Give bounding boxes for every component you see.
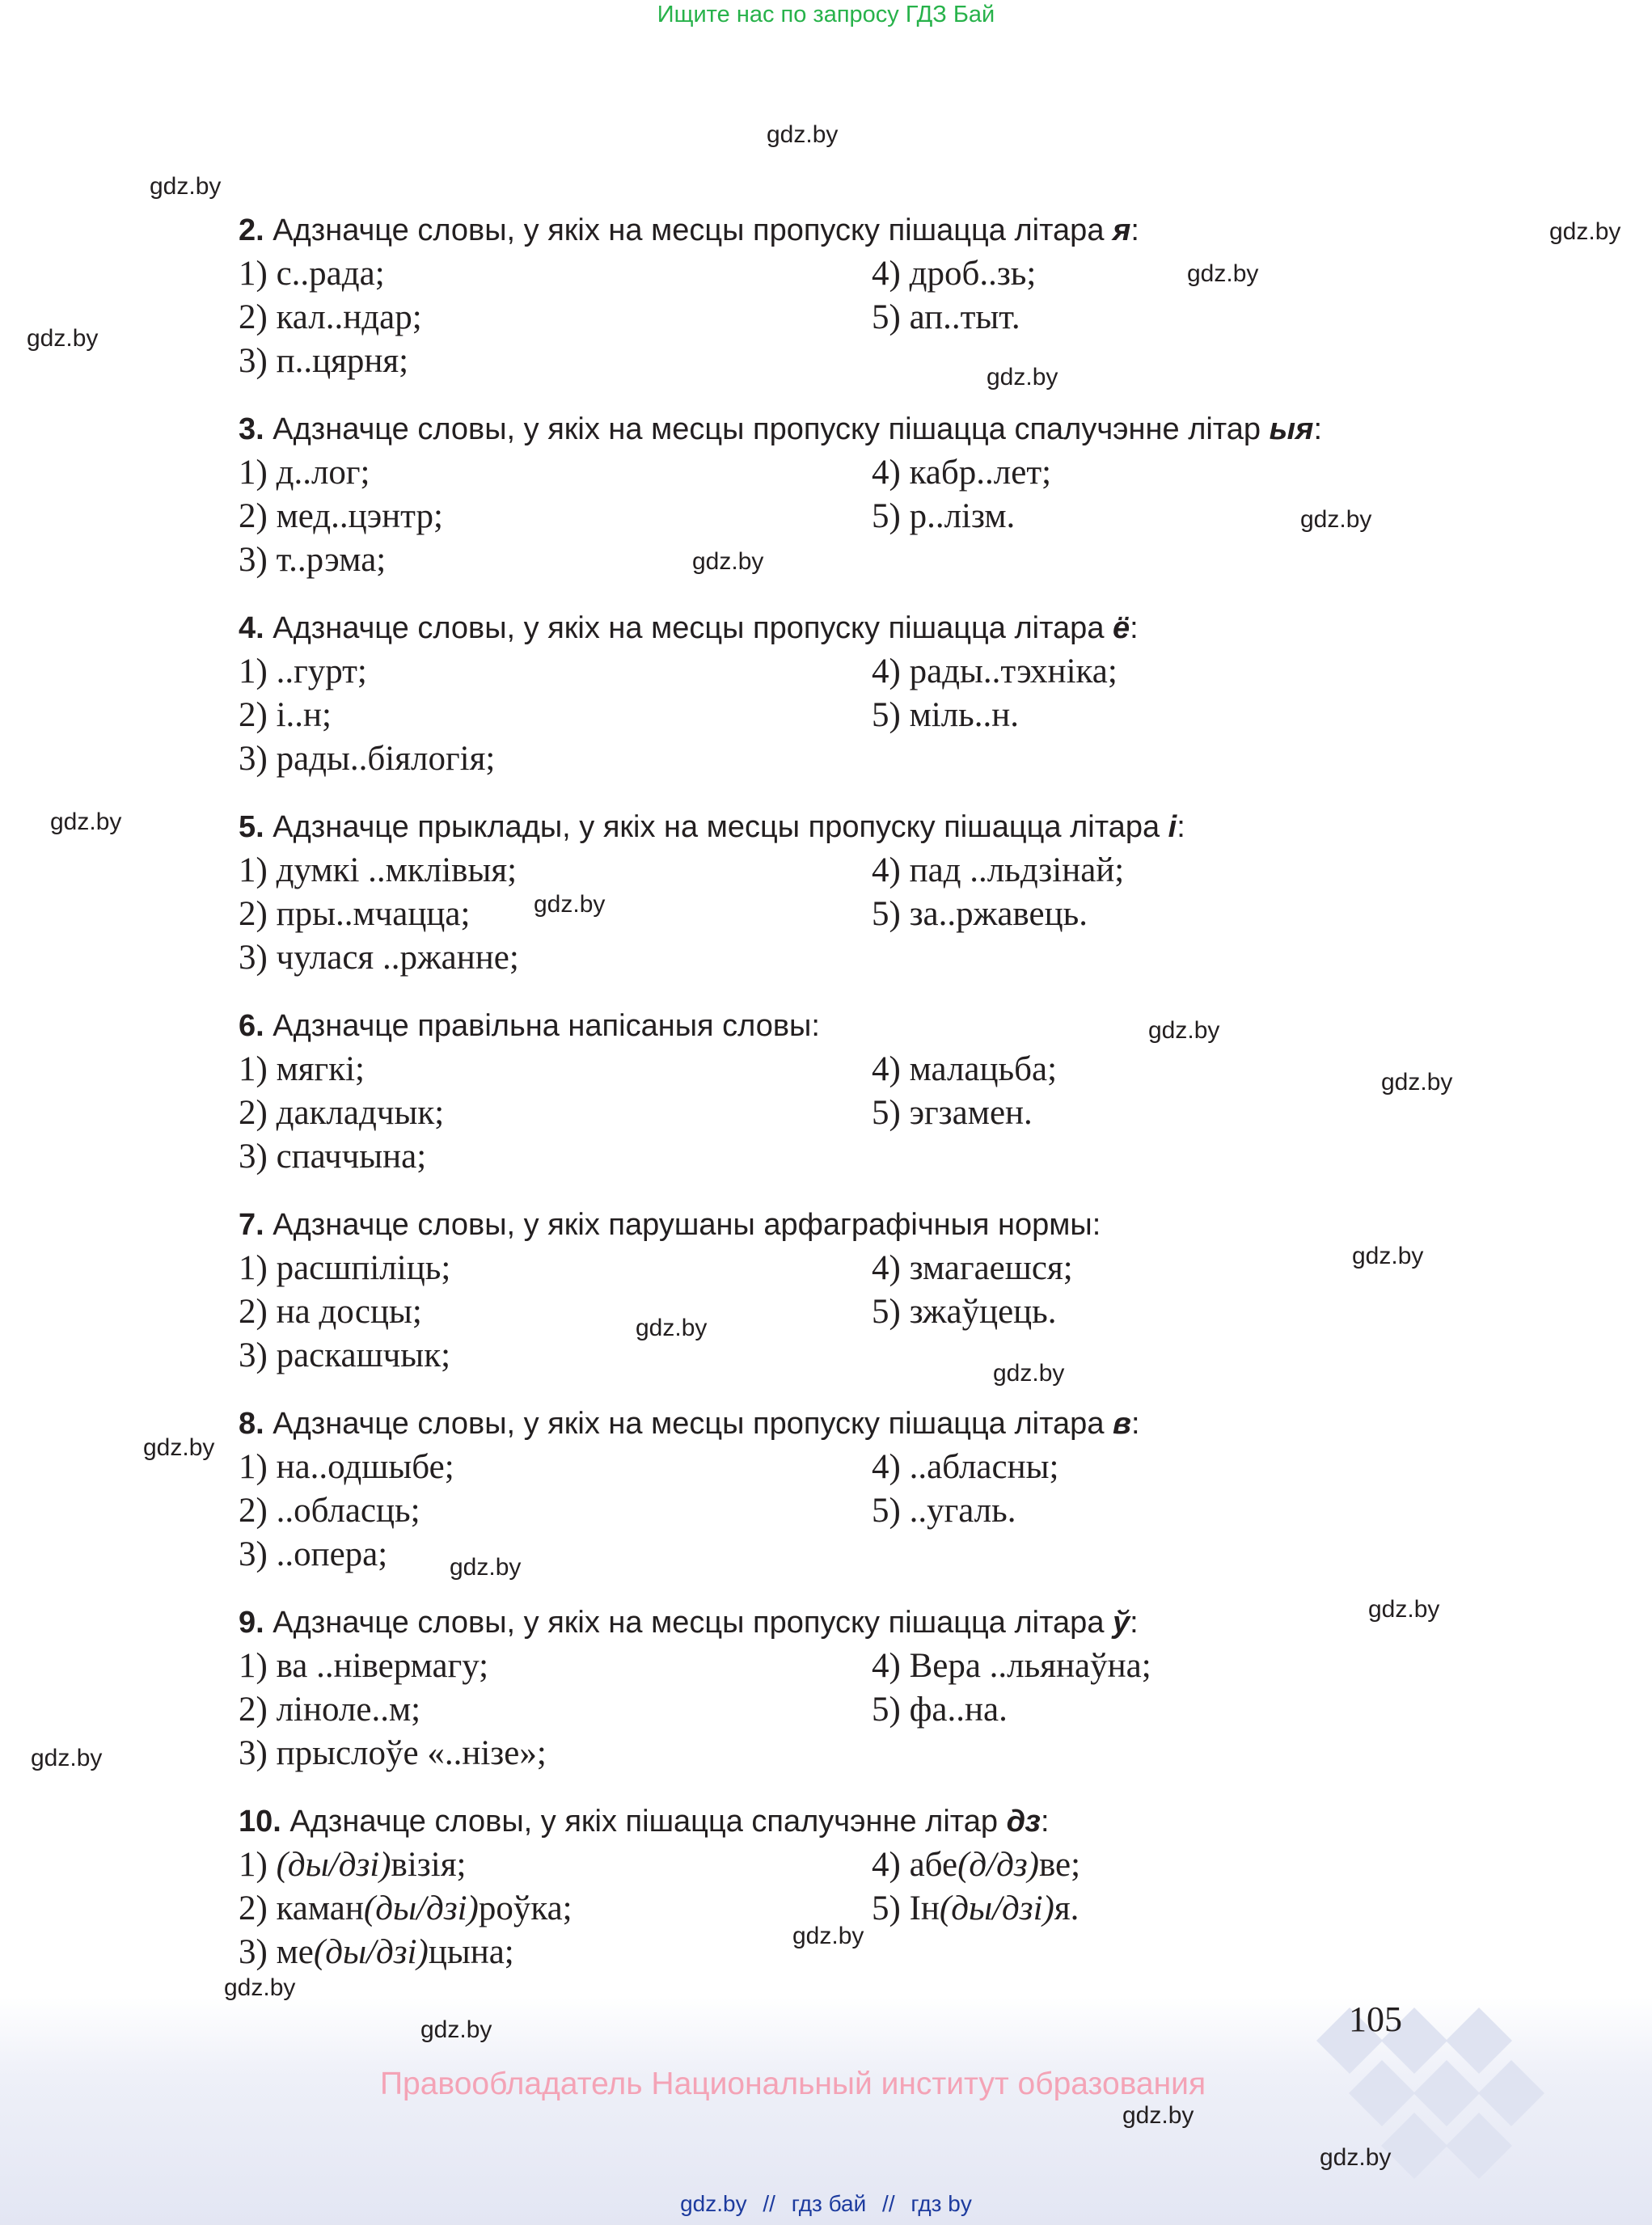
task-question: 6. Адзначце правільна напісаныя словы:: [239, 1009, 820, 1043]
footer-links: [0, 2191, 1652, 2217]
answer-option: 5) ..угаль.: [872, 1492, 1016, 1530]
answer-option: 1) мягкі;: [239, 1050, 365, 1088]
watermark: gdz.by: [450, 1554, 522, 1581]
answer-option: 3) прыслоўе «..нізе»;: [239, 1734, 547, 1772]
watermark: gdz.by: [534, 891, 606, 918]
answer-option: 5) эгзамен.: [872, 1094, 1033, 1132]
watermark: gdz.by: [143, 1434, 215, 1461]
watermark: gdz.by: [993, 1360, 1065, 1387]
answer-option: 5) зжаўцець.: [872, 1293, 1057, 1331]
answer-option: 2) ліноле..м;: [239, 1691, 421, 1729]
answer-option: 1) д..лог;: [239, 454, 370, 492]
task-question: 7. Адзначце словы, у якіх парушаны арфаграфічныя нормы:: [239, 1208, 1101, 1242]
answer-option: 2) на досцы;: [239, 1293, 422, 1331]
task-question: 5. Адзначце прыклады, у якіх на месцы пропуску пішацца літара і:: [239, 810, 1185, 844]
task-question: 9. Адзначце словы, у якіх на месцы пропуску пішацца літара ў:: [239, 1606, 1139, 1640]
footer-link-gdz-by[interactable]: gdz.by: [680, 2191, 747, 2216]
copyright-notice: Правообладатель Национальный институт образования: [380, 2067, 1206, 2101]
answer-option: 1) ..гурт;: [239, 652, 367, 690]
watermark: gdz.by: [1352, 1243, 1424, 1269]
answer-option: 1) расшпіліць;: [239, 1249, 451, 1287]
answer-option: 4) Вера ..льянаўна;: [872, 1647, 1151, 1685]
watermark: gdz.by: [1549, 218, 1621, 245]
watermark: gdz.by: [420, 2016, 492, 2043]
answer-option: 3) рады..біялогія;: [239, 740, 496, 778]
watermark: gdz.by: [1148, 1017, 1220, 1044]
answer-option: 2) і..н;: [239, 696, 332, 734]
watermark: gdz.by: [1187, 260, 1259, 287]
answer-option: 1) ва ..нівермагу;: [239, 1647, 489, 1685]
watermark: gdz.by: [767, 121, 839, 148]
answer-option: 3) спаччына;: [239, 1138, 427, 1176]
task-question: 10. Адзначце словы, у якіх пішацца спалучэнне літар дз:: [239, 1805, 1050, 1839]
answer-option: 5) за..ржавець.: [872, 895, 1088, 933]
task-question: 4. Адзначце словы, у якіх на месцы пропуску пішацца літара ё:: [239, 611, 1139, 645]
watermark: gdz.by: [1300, 506, 1372, 533]
answer-option: 4) рады..тэхніка;: [872, 652, 1118, 690]
footer-separator: //: [882, 2191, 895, 2216]
answer-option: 4) кабр..лет;: [872, 454, 1052, 492]
watermark: gdz.by: [150, 173, 222, 200]
watermark: gdz.by: [1381, 1069, 1453, 1096]
answer-option: 3) раскашчык;: [239, 1336, 451, 1374]
answer-option: 4) абе(д/дз)ве;: [872, 1846, 1081, 1884]
answer-option: 5) фа..на.: [872, 1691, 1008, 1729]
answer-option: 3) ме(ды/дзі)цына;: [239, 1933, 514, 1971]
footer-link-gdz-by-cyr[interactable]: гдз by: [911, 2191, 972, 2216]
watermark: gdz.by: [1122, 2102, 1194, 2129]
answer-option: 2) дакладчык;: [239, 1094, 445, 1132]
answer-option: 4) пад ..льдзінай;: [872, 851, 1125, 889]
answer-option: 3) п..цярня;: [239, 342, 409, 380]
answer-option: 1) (ды/дзі)візія;: [239, 1846, 467, 1884]
answer-option: 2) ..обласць;: [239, 1492, 420, 1530]
answer-option: 5) р..лізм.: [872, 497, 1016, 535]
task-question: 8. Адзначце словы, у якіх на месцы пропуску пішацца літара в:: [239, 1407, 1140, 1441]
answer-option: 2) кал..ндар;: [239, 298, 422, 336]
answer-option: 5) Ін(ды/дзі)я.: [872, 1889, 1080, 1927]
footer-separator: //: [763, 2191, 775, 2216]
watermark: gdz.by: [987, 364, 1058, 391]
answer-option: 3) ..опера;: [239, 1535, 388, 1573]
answer-option: 1) на..одшыбе;: [239, 1448, 454, 1486]
watermark: gdz.by: [31, 1745, 103, 1771]
page-number: 105: [1349, 1999, 1402, 2039]
answer-option: 1) с..рада;: [239, 255, 385, 293]
watermark: gdz.by: [27, 325, 99, 352]
top-banner[interactable]: Ищите нас по запросу ГДЗ Бай: [657, 2, 995, 27]
answer-option: 1) думкі ..мклівыя;: [239, 851, 518, 889]
watermark: gdz.by: [636, 1315, 708, 1341]
answer-option: 3) т..рэма;: [239, 541, 387, 579]
answer-option: 5) міль..н.: [872, 696, 1020, 734]
answer-option: 3) чулася ..ржанне;: [239, 939, 519, 977]
watermark: gdz.by: [1320, 2144, 1392, 2171]
watermark: gdz.by: [792, 1923, 864, 1949]
answer-option: 4) ..абласны;: [872, 1448, 1059, 1486]
watermark: gdz.by: [1368, 1596, 1440, 1623]
answer-option: 2) пры..мчацца;: [239, 895, 471, 933]
answer-option: 5) ап..тыт.: [872, 298, 1020, 336]
answer-option: 2) мед..цэнтр;: [239, 497, 443, 535]
task-question: 2. Адзначце словы, у якіх на месцы пропуску пішацца літара я:: [239, 213, 1139, 247]
answer-option: 2) каман(ды/дзі)роўка;: [239, 1889, 572, 1927]
answer-option: 4) малацьба;: [872, 1050, 1058, 1088]
answer-option: 4) дроб..зь;: [872, 255, 1037, 293]
watermark: gdz.by: [692, 548, 764, 575]
watermark: gdz.by: [224, 1974, 296, 2001]
answer-option: 4) змагаешся;: [872, 1249, 1073, 1287]
footer-link-gdz-bai[interactable]: гдз бай: [791, 2191, 867, 2216]
watermark: gdz.by: [50, 809, 122, 835]
task-question: 3. Адзначце словы, у якіх на месцы пропуску пішацца спалучэнне літар ыя:: [239, 412, 1323, 446]
